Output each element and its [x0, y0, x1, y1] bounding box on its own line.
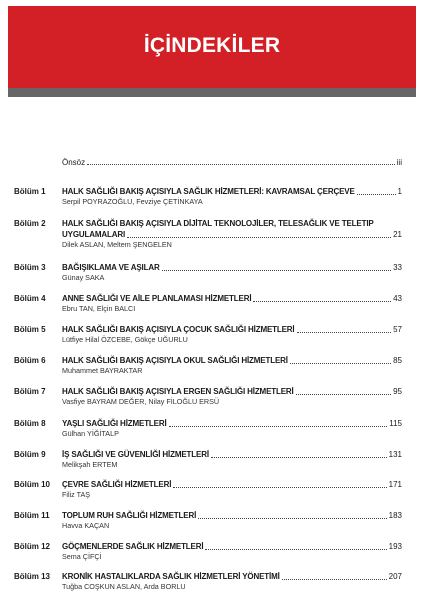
dot-leader — [290, 363, 391, 364]
dot-leader — [162, 270, 392, 271]
chapter-page: 183 — [388, 511, 402, 520]
chapter-title: ANNE SAĞLIĞI VE AİLE PLANLAMASI HİZMETLERİ — [62, 294, 252, 303]
chapter-title: GÖÇMENLERDE SAĞLIK HİZMETLERİ — [62, 542, 204, 551]
chapter-title: YAŞLI SAĞLIĞI HİZMETLERİ — [62, 419, 167, 428]
chapter-title: İŞ SAĞLIĞI VE GÜVENLİĞİ HİZMETLERİ — [62, 450, 209, 459]
chapter-number: Bölüm 1 — [14, 187, 46, 196]
dot-leader — [296, 394, 391, 395]
chapter-page: 21 — [393, 230, 402, 239]
chapter-number: Bölüm 13 — [14, 572, 51, 581]
chapter-number: Bölüm 6 — [14, 356, 46, 365]
dot-leader — [253, 301, 391, 302]
dot-leader — [282, 579, 387, 580]
preface-label: Önsöz — [62, 158, 86, 167]
chapter-number: Bölüm 10 — [14, 480, 51, 489]
chapter-title: HALK SAĞLIĞI BAKIŞ AÇISIYLA ERGEN SAĞLIĞI HİZMETLERİ — [62, 387, 294, 396]
chapter-authors: Günay SAKA — [62, 273, 105, 282]
chapter-page: 85 — [393, 356, 402, 365]
dot-leader — [87, 164, 395, 165]
chapter-authors: Lütfiye Hilal ÖZCEBE, Gökçe UĞURLU — [62, 335, 188, 344]
chapter-page: 115 — [389, 419, 402, 428]
chapter-title: HALK SAĞLIĞI BAKIŞ AÇISIYLA ÇOCUK SAĞLIĞI HİZMETLERİ — [62, 325, 295, 334]
chapter-title: HALK SAĞLIĞI BAKIŞ AÇISIYLA SAĞLIK HİZMETLERİ: KAVRAMSAL ÇERÇEVE — [62, 187, 355, 196]
dot-leader — [297, 332, 392, 333]
chapter-number: Bölüm 4 — [14, 294, 46, 303]
chapter-title-continued: UYGULAMALARI — [62, 230, 126, 239]
chapter-number: Bölüm 9 — [14, 450, 46, 459]
dot-leader — [169, 426, 388, 427]
chapter-title: KRONİK HASTALIKLARDA SAĞLIK HİZMETLERİ YÖNETİMİ — [62, 572, 280, 581]
chapter-title: ÇEVRE SAĞLIĞI HİZMETLERİ — [62, 480, 172, 489]
dot-leader — [173, 487, 386, 488]
chapter-page: 33 — [393, 263, 402, 272]
chapter-title: TOPLUM RUH SAĞLIĞI HİZMETLERİ — [62, 511, 197, 520]
toc-preface[interactable] — [62, 155, 402, 167]
chapter-page: 57 — [393, 325, 402, 334]
chapter-authors: Vasfiye BAYRAM DEĞER, Nilay FİLOĞLU ERSÜ — [62, 397, 220, 406]
chapter-page: 95 — [393, 387, 402, 396]
dot-leader — [357, 194, 396, 195]
chapter-authors: Serpil POYRAZOĞLU, Fevziye ÇETİNKAYA — [62, 197, 203, 206]
chapter-title: BAĞIŞIKLAMA VE AŞILAR — [62, 263, 160, 272]
chapter-number: Bölüm 7 — [14, 387, 46, 396]
chapter-authors: Melikşah ERTEM — [62, 460, 118, 469]
chapter-page: 193 — [388, 542, 402, 551]
chapter-number: Bölüm 3 — [14, 263, 46, 272]
chapter-authors: Havva KAÇAN — [62, 521, 110, 530]
chapter-title: HALK SAĞLIĞI BAKIŞ AÇISIYLA DİJİTAL TEKNOLOJİLER, TELESAĞLIK VE TELETIP — [62, 219, 374, 228]
chapter-page: 1 — [397, 187, 402, 196]
dot-leader — [211, 457, 387, 458]
chapter-number: Bölüm 8 — [14, 419, 46, 428]
chapter-number: Bölüm 12 — [14, 542, 51, 551]
page-title: İÇİNDEKİLER — [143, 34, 281, 57]
chapter-title: HALK SAĞLIĞI BAKIŞ AÇISIYLA OKUL SAĞLIĞI HİZMETLERİ — [62, 356, 288, 365]
chapter-authors: Gülhan YİĞİTALP — [62, 429, 119, 438]
preface-page: iii — [396, 158, 402, 167]
dot-leader — [205, 549, 386, 550]
chapter-authors: Filiz TAŞ — [62, 490, 91, 499]
chapter-authors: Ebru TAN, Elçin BALCI — [62, 304, 136, 313]
chapter-page: 43 — [393, 294, 402, 303]
chapter-page: 171 — [388, 480, 402, 489]
chapter-number: Bölüm 2 — [14, 219, 46, 228]
chapter-page: 207 — [388, 572, 402, 581]
chapter-authors: Sema ÇİFÇİ — [62, 552, 102, 561]
chapter-number: Bölüm 5 — [14, 325, 46, 334]
chapter-page: 131 — [388, 450, 402, 459]
chapter-authors: Dilek ASLAN, Meltem ŞENGELEN — [62, 240, 172, 249]
chapter-authors: Tuğba COŞKUN ASLAN, Arda BORLU — [62, 582, 186, 591]
chapter-authors: Muhammet BAYRAKTAR — [62, 366, 143, 375]
dot-leader — [127, 237, 391, 238]
dot-leader — [198, 518, 386, 519]
chapter-number: Bölüm 11 — [14, 511, 50, 520]
